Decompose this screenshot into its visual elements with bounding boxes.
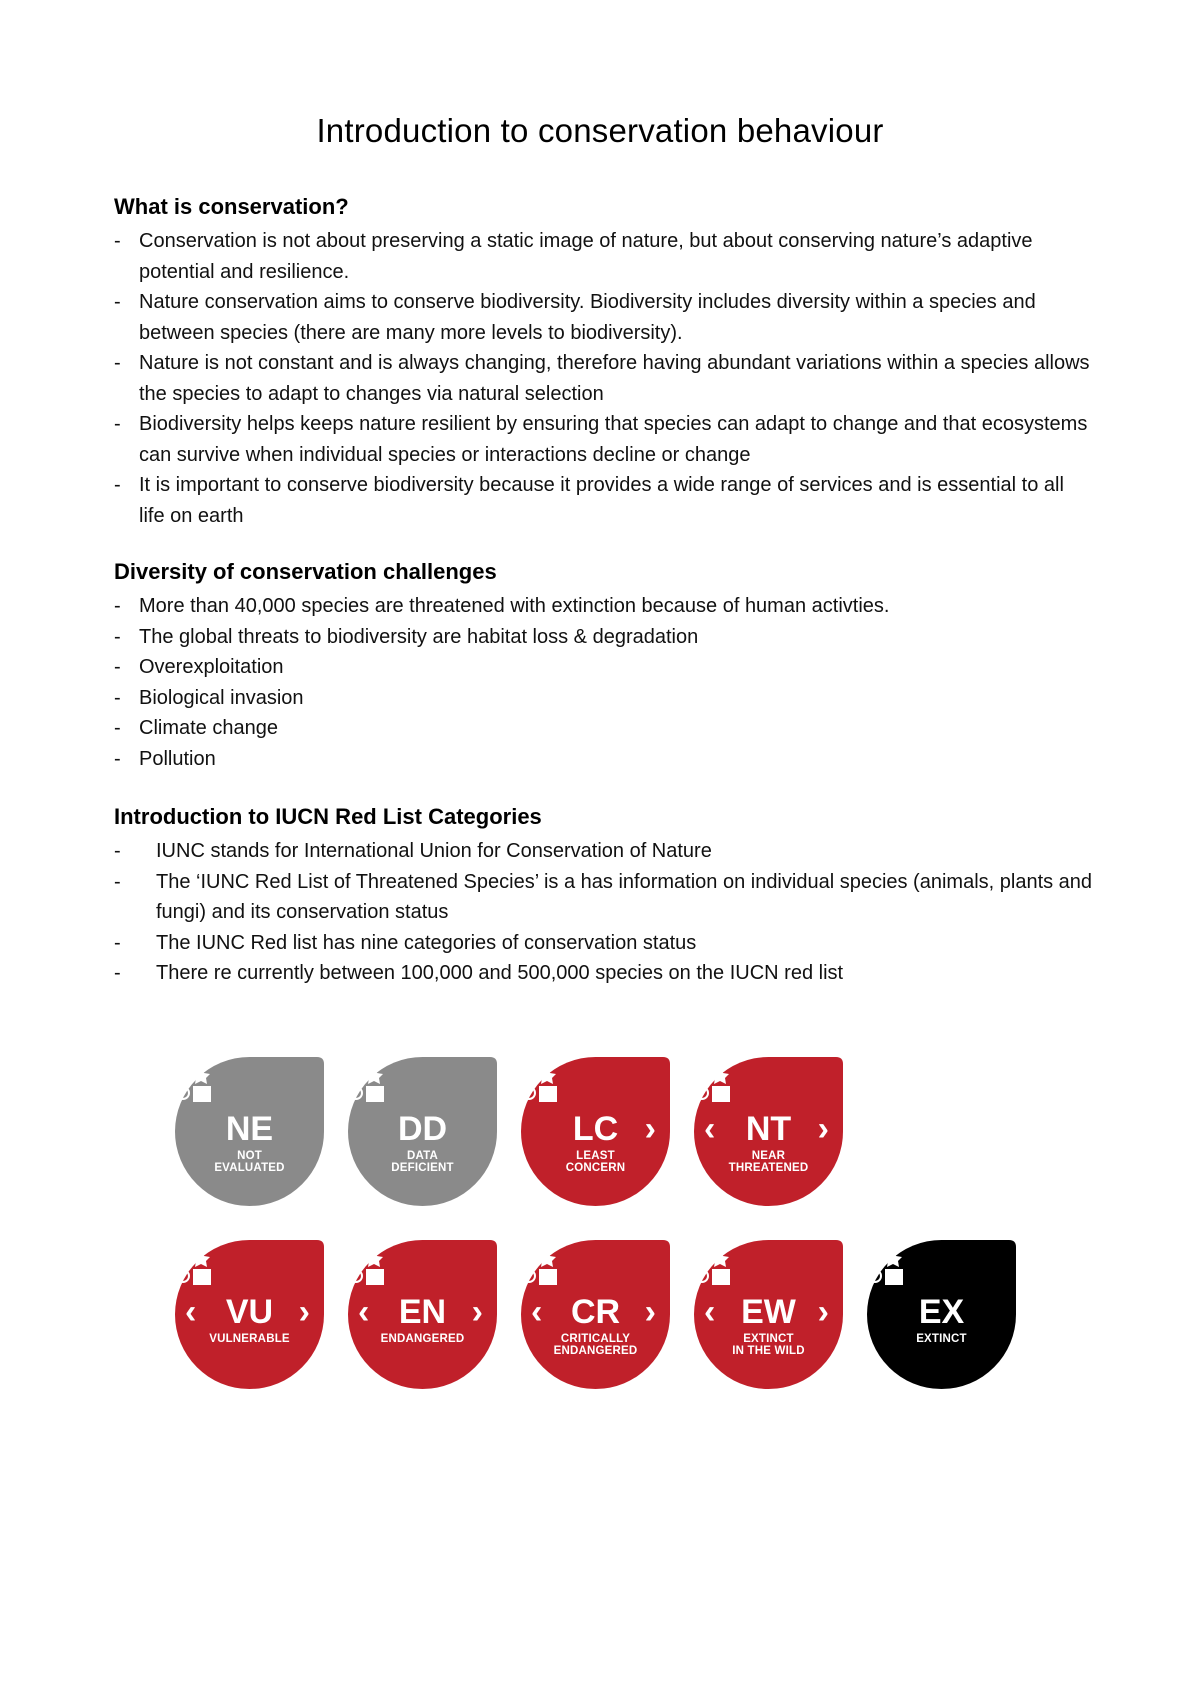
bullet-dash: - bbox=[114, 413, 121, 435]
chevron-left-icon: ‹ bbox=[531, 1293, 543, 1331]
bullet-dash: - bbox=[114, 747, 121, 770]
badge-code: LC bbox=[572, 1110, 619, 1148]
section-heading: What is conservation? bbox=[114, 194, 349, 219]
red-list-logo-icon bbox=[175, 1065, 215, 1105]
red-list-logo-icon bbox=[694, 1065, 734, 1105]
list-item bbox=[114, 867, 1094, 928]
bullet-dash: - bbox=[114, 656, 121, 678]
bullet-dash: - bbox=[114, 870, 121, 893]
chevron-left-icon: ‹ bbox=[358, 1293, 370, 1331]
red-list-logo-icon bbox=[175, 1248, 215, 1288]
badge-label: CRITICALLY ENDANGERED bbox=[553, 1333, 638, 1357]
red-list-logo-icon bbox=[521, 1065, 561, 1105]
red-list-logo-icon bbox=[348, 1065, 388, 1105]
badge-code: EN bbox=[398, 1293, 447, 1331]
list-item bbox=[114, 470, 1094, 531]
badge-lc bbox=[521, 1057, 670, 1206]
bullet-dash: - bbox=[114, 230, 121, 252]
bullet-dash: - bbox=[114, 352, 121, 374]
list-item bbox=[114, 683, 1094, 714]
bullet-dash: - bbox=[114, 625, 121, 648]
badge-code: NE bbox=[225, 1110, 274, 1148]
badge-code: EX bbox=[918, 1293, 965, 1331]
chevron-left-icon: ‹ bbox=[704, 1293, 716, 1331]
list-item bbox=[114, 348, 1094, 409]
badge-dd bbox=[348, 1057, 497, 1206]
iucn-category-badges bbox=[175, 1057, 1055, 1397]
badge-en bbox=[348, 1240, 497, 1389]
section-heading: Introduction to IUCN Red List Categories bbox=[114, 804, 542, 829]
list-item-text: Overexploitation bbox=[139, 656, 284, 678]
red-list-logo-icon bbox=[694, 1248, 734, 1288]
list-item bbox=[114, 713, 1094, 744]
badge-code: VU bbox=[225, 1293, 274, 1331]
list-item-text: More than 40,000 species are threatened with extinction because of human activties. bbox=[139, 595, 890, 617]
list-item-text: IUNC stands for International Union for Conservation of Nature bbox=[156, 840, 712, 862]
list-item-text: Pollution bbox=[139, 747, 216, 770]
list-item-text: Biodiversity helps keeps nature resilient by ensuring that species can adapt to change and that ecosystems can survive when individual species or interactions decline or change bbox=[139, 413, 1088, 466]
badge-label: DATA DEFICIENT bbox=[391, 1150, 454, 1174]
list-item bbox=[114, 928, 1094, 959]
chevron-left-icon: ‹ bbox=[185, 1293, 197, 1331]
chevron-left-icon: ‹ bbox=[704, 1110, 716, 1148]
section-conservation-challenges bbox=[114, 557, 1094, 774]
badge-label: ENDANGERED bbox=[380, 1333, 465, 1345]
page-title: Introduction to conservation behaviour bbox=[316, 112, 884, 149]
badge-cr bbox=[521, 1240, 670, 1389]
badge-label: LEAST CONCERN bbox=[565, 1150, 626, 1174]
list-item bbox=[114, 622, 1094, 653]
list-item-text: There re currently between 100,000 and 500,000 species on the IUCN red list bbox=[156, 962, 844, 984]
list-item bbox=[114, 591, 1094, 622]
badge-nt bbox=[694, 1057, 843, 1206]
bullet-dash: - bbox=[114, 717, 121, 739]
chevron-right-icon: › bbox=[471, 1293, 483, 1331]
badge-ex bbox=[867, 1240, 1016, 1389]
badge-vu bbox=[175, 1240, 324, 1389]
list-item-text: Climate change bbox=[139, 717, 278, 739]
badge-ne bbox=[175, 1057, 324, 1206]
list-item-text: Nature conservation aims to conserve biodiversity. Biodiversity includes diversity within a species and between species (there are many more levels to biodiversity). bbox=[139, 291, 1036, 344]
section-iucn-red-list bbox=[114, 802, 1094, 989]
list-item-text: The IUNC Red list has nine categories of conservation status bbox=[156, 931, 697, 954]
chevron-right-icon: › bbox=[644, 1110, 656, 1148]
bullet-dash: - bbox=[114, 840, 121, 862]
list-item bbox=[114, 744, 1094, 775]
list-item-text: The ‘IUNC Red List of Threatened Species’ is a has information on individual species (animals, plants and fungi) and its conservation status bbox=[156, 870, 1093, 923]
bullet-dash: - bbox=[114, 291, 121, 313]
bullet-list bbox=[114, 226, 1094, 531]
list-item bbox=[114, 836, 1094, 867]
bullet-list bbox=[114, 836, 1094, 989]
list-item-text: Nature is not constant and is always changing, therefore having abundant variations within a species allows the species to adapt to changes via natural selection bbox=[139, 352, 1090, 405]
bullet-dash: - bbox=[114, 686, 121, 709]
section-heading: Diversity of conservation challenges bbox=[114, 559, 497, 584]
bullet-dash: - bbox=[114, 931, 121, 954]
list-item bbox=[114, 226, 1094, 287]
badge-label: EXTINCT IN THE WILD bbox=[732, 1333, 805, 1357]
red-list-logo-icon bbox=[521, 1248, 561, 1288]
badge-code: DD bbox=[397, 1110, 448, 1148]
badge-code: NT bbox=[745, 1110, 792, 1148]
red-list-logo-icon bbox=[867, 1248, 907, 1288]
chevron-right-icon: › bbox=[817, 1293, 829, 1331]
list-item bbox=[114, 287, 1094, 348]
badge-ew bbox=[694, 1240, 843, 1389]
bullet-dash: - bbox=[114, 474, 121, 496]
badge-label: EXTINCT bbox=[916, 1333, 967, 1345]
chevron-right-icon: › bbox=[817, 1110, 829, 1148]
red-list-logo-icon bbox=[348, 1248, 388, 1288]
section-what-is-conservation bbox=[114, 192, 1094, 531]
chevron-right-icon: › bbox=[298, 1293, 310, 1331]
list-item bbox=[114, 958, 1094, 989]
list-item bbox=[114, 652, 1094, 683]
badge-label: VULNERABLE bbox=[209, 1333, 290, 1345]
list-item bbox=[114, 409, 1094, 470]
list-item-text: The global threats to biodiversity are habitat loss & degradation bbox=[139, 625, 699, 648]
badge-label: NEAR THREATENED bbox=[728, 1150, 809, 1174]
list-item-text: Biological invasion bbox=[139, 686, 304, 709]
bullet-dash: - bbox=[114, 595, 121, 617]
list-item-text: It is important to conserve biodiversity because it provides a wide range of services and is essential to all life on earth bbox=[139, 474, 1064, 527]
badge-code: CR bbox=[570, 1293, 621, 1331]
bullet-dash: - bbox=[114, 962, 121, 984]
chevron-right-icon: › bbox=[644, 1293, 656, 1331]
badge-label: NOT EVALUATED bbox=[214, 1150, 285, 1174]
bullet-list bbox=[114, 591, 1094, 774]
badge-code: EW bbox=[741, 1293, 796, 1331]
list-item-text: Conservation is not about preserving a static image of nature, but about conserving nature’s adaptive potential and resilience. bbox=[139, 230, 1033, 283]
